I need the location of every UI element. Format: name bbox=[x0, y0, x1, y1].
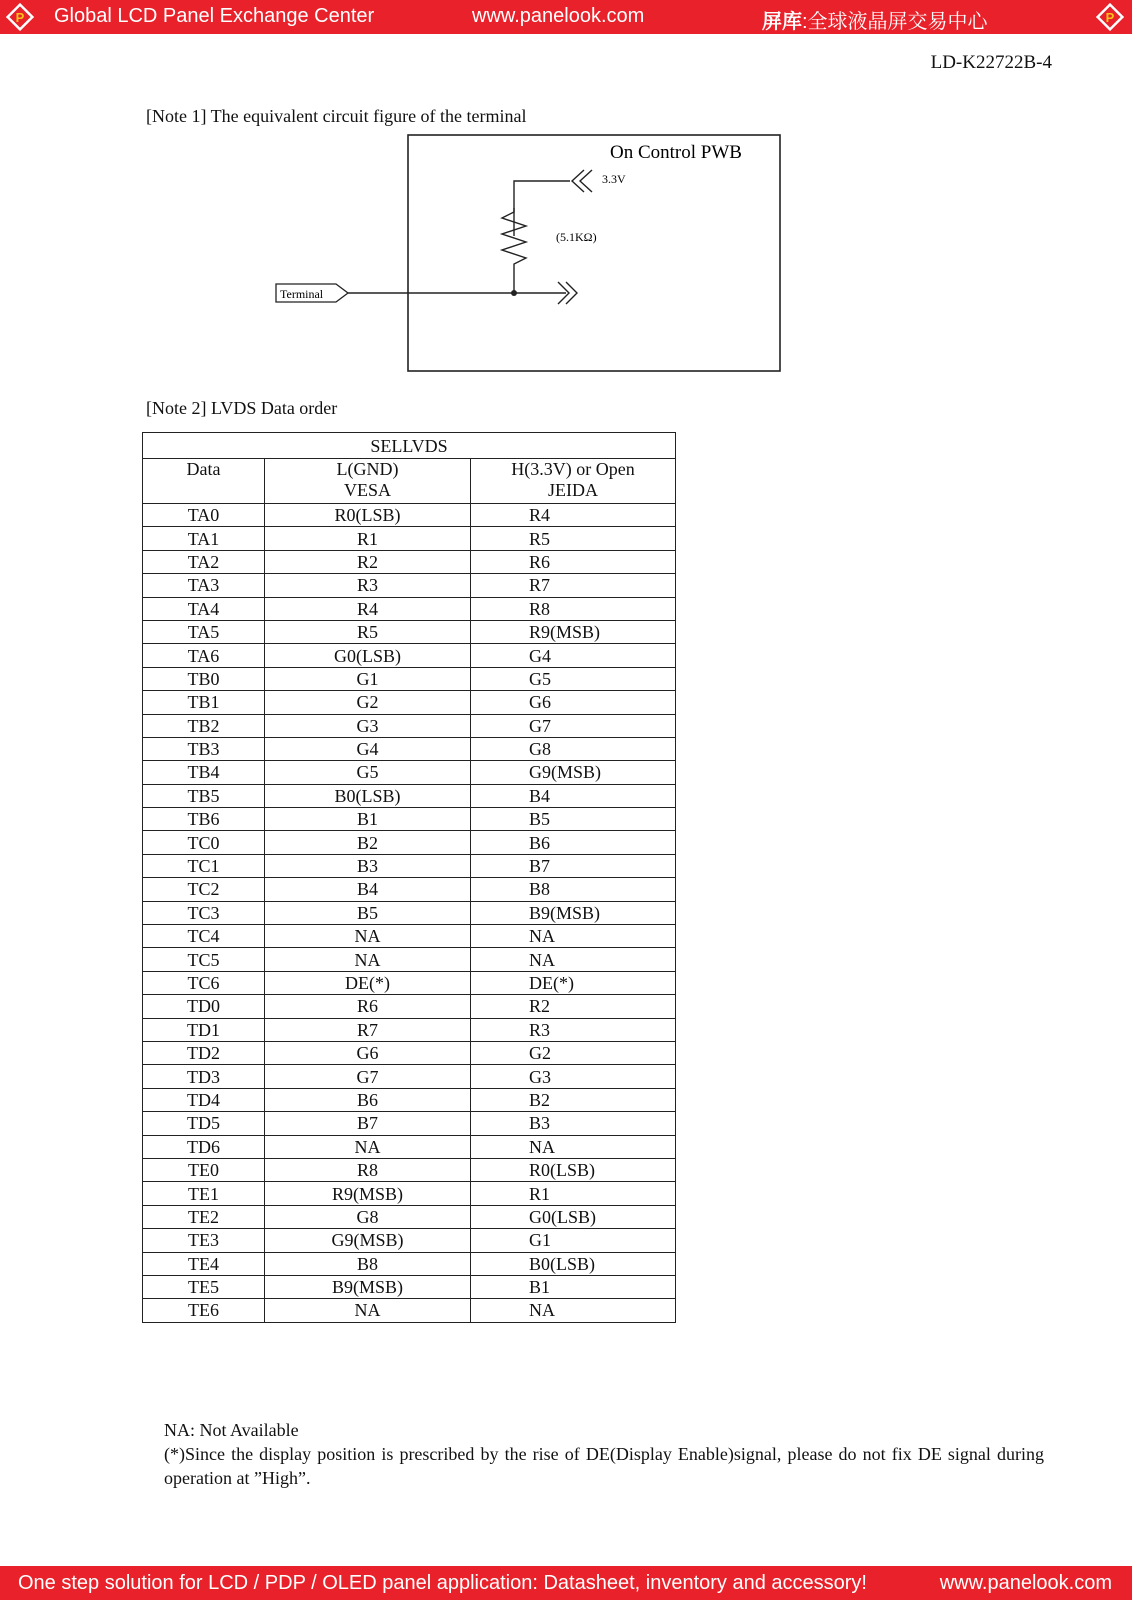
vesa-cell: B4 bbox=[265, 878, 471, 901]
jeida-cell: R5 bbox=[471, 527, 676, 550]
vesa-cell: G6 bbox=[265, 1041, 471, 1064]
jeida-cell: R9(MSB) bbox=[471, 620, 676, 643]
vesa-cell: B1 bbox=[265, 808, 471, 831]
vesa-cell: NA bbox=[265, 1299, 471, 1322]
col-vesa-header: L(GND) VESA bbox=[265, 459, 471, 504]
table-row bbox=[143, 808, 676, 831]
col-jeida-header: H(3.3V) or Open JEIDA bbox=[471, 459, 676, 504]
svg-text:P: P bbox=[1105, 10, 1115, 25]
table-row bbox=[143, 1299, 676, 1322]
data-cell: TB5 bbox=[143, 784, 265, 807]
jeida-cell: R8 bbox=[471, 597, 676, 620]
data-cell: TD2 bbox=[143, 1041, 265, 1064]
vesa-cell: G4 bbox=[265, 737, 471, 760]
vesa-cell: B7 bbox=[265, 1112, 471, 1135]
lvds-data-order-table bbox=[142, 432, 676, 1323]
table-row bbox=[143, 831, 676, 854]
data-cell: TB2 bbox=[143, 714, 265, 737]
table-row bbox=[143, 574, 676, 597]
jeida-cell: G2 bbox=[471, 1041, 676, 1064]
table-row bbox=[143, 1065, 676, 1088]
data-cell: TD4 bbox=[143, 1088, 265, 1111]
vesa-cell: B2 bbox=[265, 831, 471, 854]
data-cell: TA4 bbox=[143, 597, 265, 620]
footer-url[interactable]: www.panelook.com bbox=[939, 1572, 1112, 1594]
jeida-cell: R6 bbox=[471, 550, 676, 573]
data-cell: TD3 bbox=[143, 1065, 265, 1088]
table-row bbox=[143, 691, 676, 714]
jeida-cell: B2 bbox=[471, 1088, 676, 1111]
voltage-label: 3.3V bbox=[602, 172, 626, 186]
jeida-cell: G1 bbox=[471, 1229, 676, 1252]
table-row bbox=[143, 644, 676, 667]
jeida-cell: R7 bbox=[471, 574, 676, 597]
vesa-cell: R9(MSB) bbox=[265, 1182, 471, 1205]
vesa-cell: NA bbox=[265, 925, 471, 948]
note2-heading: [Note 2] LVDS Data order bbox=[146, 398, 338, 418]
col-data-header: Data bbox=[143, 459, 265, 504]
table-row bbox=[143, 737, 676, 760]
data-cell: TE0 bbox=[143, 1158, 265, 1181]
data-cell: TD6 bbox=[143, 1135, 265, 1158]
vesa-cell: NA bbox=[265, 948, 471, 971]
jeida-cell: NA bbox=[471, 1135, 676, 1158]
vesa-cell: B9(MSB) bbox=[265, 1275, 471, 1298]
table-row bbox=[143, 948, 676, 971]
table-row bbox=[143, 1182, 676, 1205]
data-cell: TA1 bbox=[143, 527, 265, 550]
banner-left-text: Global LCD Panel Exchange Center bbox=[54, 5, 375, 27]
de-note: (*)Since the display position is prescribed by the rise of DE(Display Enable)signal, please do not fix DE signal during operation at ”High”. bbox=[164, 1444, 1044, 1488]
data-cell: TC4 bbox=[143, 925, 265, 948]
jeida-cell: R0(LSB) bbox=[471, 1158, 676, 1181]
vesa-cell: R1 bbox=[265, 527, 471, 550]
jeida-cell: B8 bbox=[471, 878, 676, 901]
vesa-cell: G5 bbox=[265, 761, 471, 784]
data-cell: TE2 bbox=[143, 1205, 265, 1228]
note1-heading: [Note 1] The equivalent circuit figure of the terminal bbox=[146, 106, 527, 126]
jeida-cell: R1 bbox=[471, 1182, 676, 1205]
vesa-cell: B6 bbox=[265, 1088, 471, 1111]
jeida-cell: G8 bbox=[471, 737, 676, 760]
jeida-cell: B5 bbox=[471, 808, 676, 831]
jeida-cell: B1 bbox=[471, 1275, 676, 1298]
terminal-label: Terminal bbox=[280, 287, 324, 301]
vesa-cell: G1 bbox=[265, 667, 471, 690]
control-pwb-box bbox=[408, 135, 780, 371]
terminal-circuit-diagram bbox=[270, 130, 800, 380]
jeida-cell: B4 bbox=[471, 784, 676, 807]
table-row bbox=[143, 504, 676, 527]
vesa-cell: NA bbox=[265, 1135, 471, 1158]
table-row bbox=[143, 1229, 676, 1252]
table-row bbox=[143, 1041, 676, 1064]
jeida-cell: B3 bbox=[471, 1112, 676, 1135]
data-cell: TE5 bbox=[143, 1275, 265, 1298]
jeida-cell: NA bbox=[471, 1299, 676, 1322]
vesa-cell: B0(LSB) bbox=[265, 784, 471, 807]
banner-right-text: :全球液晶屏交易中心 bbox=[802, 11, 988, 33]
vesa-cell: DE(*) bbox=[265, 971, 471, 994]
jeida-cell: B7 bbox=[471, 854, 676, 877]
table-row bbox=[143, 527, 676, 550]
data-cell: TB6 bbox=[143, 808, 265, 831]
table-row bbox=[143, 995, 676, 1018]
footer-text: One step solution for LCD / PDP / OLED panel application: Datasheet, inventory and accessory! bbox=[18, 1572, 867, 1594]
vesa-cell: R5 bbox=[265, 620, 471, 643]
resistor-label: (5.1KΩ) bbox=[556, 230, 597, 244]
data-cell: TC0 bbox=[143, 831, 265, 854]
jeida-cell: B0(LSB) bbox=[471, 1252, 676, 1275]
data-cell: TE3 bbox=[143, 1229, 265, 1252]
data-cell: TC6 bbox=[143, 971, 265, 994]
vesa-cell: R0(LSB) bbox=[265, 504, 471, 527]
jeida-cell: G4 bbox=[471, 644, 676, 667]
vesa-cell: R7 bbox=[265, 1018, 471, 1041]
vesa-cell: R3 bbox=[265, 574, 471, 597]
vesa-cell: G0(LSB) bbox=[265, 644, 471, 667]
table-row bbox=[143, 620, 676, 643]
vesa-cell: R8 bbox=[265, 1158, 471, 1181]
jeida-cell: R2 bbox=[471, 995, 676, 1018]
table-row bbox=[143, 550, 676, 573]
vesa-cell: G8 bbox=[265, 1205, 471, 1228]
table-row bbox=[143, 1112, 676, 1135]
panelook-logo-icon-right bbox=[1096, 3, 1124, 31]
jeida-cell: R3 bbox=[471, 1018, 676, 1041]
table-row bbox=[143, 761, 676, 784]
data-cell: TB0 bbox=[143, 667, 265, 690]
vesa-cell: R6 bbox=[265, 995, 471, 1018]
vesa-cell: G9(MSB) bbox=[265, 1229, 471, 1252]
table-row bbox=[143, 1135, 676, 1158]
jeida-cell: G9(MSB) bbox=[471, 761, 676, 784]
data-cell: TB3 bbox=[143, 737, 265, 760]
panelook-logo-icon bbox=[6, 3, 34, 31]
junction-dot bbox=[511, 290, 517, 296]
data-cell: TA6 bbox=[143, 644, 265, 667]
data-cell: TE6 bbox=[143, 1299, 265, 1322]
document-id: LD-K22722B-4 bbox=[930, 52, 1052, 73]
vesa-cell: G7 bbox=[265, 1065, 471, 1088]
banner-right-bold: 屏库 bbox=[762, 11, 802, 33]
data-cell: TE1 bbox=[143, 1182, 265, 1205]
table-row bbox=[143, 1018, 676, 1041]
data-cell: TB4 bbox=[143, 761, 265, 784]
jeida-cell: G3 bbox=[471, 1065, 676, 1088]
jeida-cell: B6 bbox=[471, 831, 676, 854]
jeida-cell: G6 bbox=[471, 691, 676, 714]
top-banner bbox=[0, 0, 1132, 34]
vcc-arrow-icon bbox=[572, 170, 584, 192]
jeida-cell: R4 bbox=[471, 504, 676, 527]
jeida-cell: G0(LSB) bbox=[471, 1205, 676, 1228]
vesa-cell: B5 bbox=[265, 901, 471, 924]
jeida-cell: NA bbox=[471, 925, 676, 948]
jeida-cell: DE(*) bbox=[471, 971, 676, 994]
jeida-cell: NA bbox=[471, 948, 676, 971]
table-row bbox=[143, 714, 676, 737]
control-pwb-label: On Control PWB bbox=[610, 142, 742, 163]
jeida-cell: B9(MSB) bbox=[471, 901, 676, 924]
jeida-cell: G7 bbox=[471, 714, 676, 737]
vesa-cell: G2 bbox=[265, 691, 471, 714]
data-cell: TA0 bbox=[143, 504, 265, 527]
data-cell: TD0 bbox=[143, 995, 265, 1018]
data-cell: TD1 bbox=[143, 1018, 265, 1041]
table-row bbox=[143, 971, 676, 994]
table-row bbox=[143, 925, 676, 948]
sellvds-header: SELLVDS bbox=[143, 433, 676, 459]
data-cell: TE4 bbox=[143, 1252, 265, 1275]
table-row bbox=[143, 1275, 676, 1298]
jeida-cell: G5 bbox=[471, 667, 676, 690]
data-cell: TC1 bbox=[143, 854, 265, 877]
table-row bbox=[143, 1205, 676, 1228]
banner-url[interactable]: www.panelook.com bbox=[472, 5, 645, 27]
data-cell: TC5 bbox=[143, 948, 265, 971]
na-note: NA: Not Available bbox=[164, 1420, 299, 1440]
vesa-cell: B8 bbox=[265, 1252, 471, 1275]
table-row bbox=[143, 854, 676, 877]
data-cell: TB1 bbox=[143, 691, 265, 714]
table-row bbox=[143, 878, 676, 901]
data-cell: TA3 bbox=[143, 574, 265, 597]
vesa-cell: R4 bbox=[265, 597, 471, 620]
data-cell: TC3 bbox=[143, 901, 265, 924]
vesa-cell: R2 bbox=[265, 550, 471, 573]
svg-text:P: P bbox=[15, 10, 25, 25]
data-cell: TC2 bbox=[143, 878, 265, 901]
table-row bbox=[143, 784, 676, 807]
bottom-banner bbox=[0, 1566, 1132, 1600]
data-cell: TA2 bbox=[143, 550, 265, 573]
table-row bbox=[143, 1252, 676, 1275]
table-row bbox=[143, 901, 676, 924]
vesa-cell: G3 bbox=[265, 714, 471, 737]
data-cell: TD5 bbox=[143, 1112, 265, 1135]
table-row bbox=[143, 667, 676, 690]
table-row bbox=[143, 1158, 676, 1181]
table-row bbox=[143, 597, 676, 620]
table-row bbox=[143, 1088, 676, 1111]
data-cell: TA5 bbox=[143, 620, 265, 643]
vesa-cell: B3 bbox=[265, 854, 471, 877]
